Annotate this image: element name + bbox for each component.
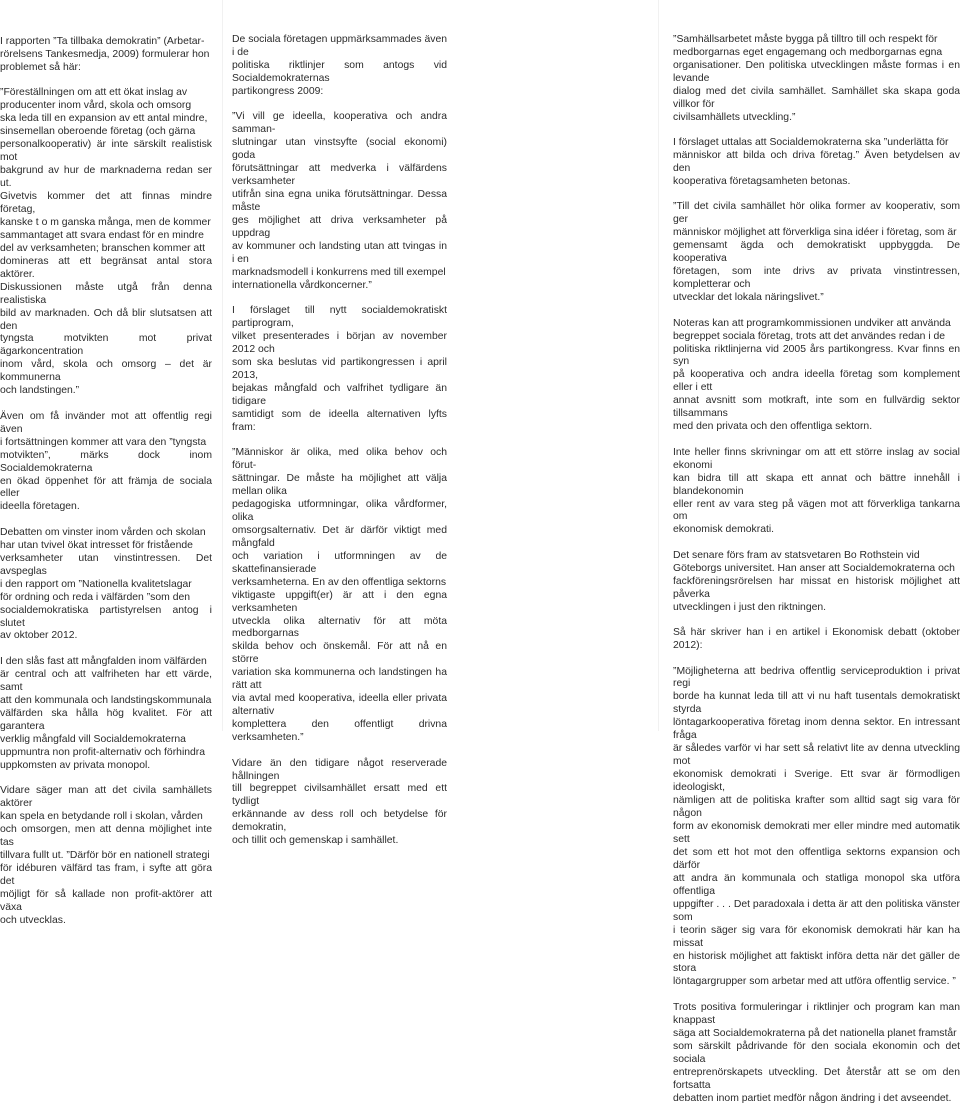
paragraph: I den slås fast att mångfalden inom välfärden är central och att valfriheten har ett värde, samt att den kommunala och landstingskommunala välfärden ska hålla hög kvalitet. För att garantera verklig mångfald vill Socialdemokraterna uppmuntra non profit-alternativ och förhindra uppkomsten av privata monopol. bbox=[0, 655, 212, 771]
paragraph: Trots positiva formuleringar i riktlinjer och program kan man knappast säga att Socialdemokraterna på det nationella planet framstår som särskilt pådrivande för den sociala ekonomin och det sociala entreprenörskapets utveckling. Det återstår att se om den fortsatta debatten inom partiet medför någon ändring i det avseendet. bbox=[673, 1001, 960, 1104]
paragraph: I förslaget till nytt socialdemokratiskt partiprogram, vilket presenterades i början av november 2012 och som ska beslutas vid partikongressen i april 2013, bejakas mångfald och valfrihet tydligare än tidigare samtidigt som de ideella alternativen lyfts fram: bbox=[232, 305, 447, 433]
paragraph: Det senare förs fram av statsvetaren Bo Rothstein vid Göteborgs universitet. Han anser att Socialdemokraterna och fackföreningsrörelsen har missat en historisk möjlighet att påverka utvecklingen i just den riktningen. bbox=[673, 549, 960, 613]
text-column-right bbox=[673, 34, 960, 1105]
quote-paragraph: ”Människor är olika, med olika behov och förut- sättningar. De måste ha möjlighet att välja mellan olika pedagogiska utformningar, olika vårdformer, olika omsorgsalternativ. Det är därför viktigt med mångfald och variation i utformningen av de skattefinansierade verksamheterna. En av den offentliga sektorns viktigaste uppgift(er) är att i den egna verksamheten utveckla olika alternativ för att möta medborgarnas skilda behov och önskemål. För att nå en större variation ska kommunerna och landstingen ha rätt att via avtal med kooperativa, ideella eller privata alternativ komplettera den offentligt drivna verksamheten.” bbox=[232, 447, 447, 744]
text-column-left bbox=[0, 36, 212, 928]
paragraph: Vidare än den tidigare något reserverade hållningen till begreppet civilsamhället ersatt med ett tydligt erkännande av dess roll och betydelse för demokratin, och tillit och gemenskap i samhället. bbox=[232, 757, 447, 847]
paragraph: Även om få invänder mot att offentlig regi även i fortsättningen kommer att vara den ”tyngsta motvikten”, märks dock inom Socialdemokraterna en ökad öppenhet för att främja de sociala eller ideella företagen. bbox=[0, 410, 212, 513]
quote-paragraph: ”Föreställningen om att ett ökat inslag av producenter inom vård, skola och omsorg ska leda till en expansion av ett antal mindre, sinsemellan oberoende företag (och gärna personalkooperativ) är inte särskilt realistisk mot bakgrund av hur de marknaderna redan ser ut. Givetvis kommer det att finnas mindre företag, kanske t o m ganska många, men de kommer sammantaget att svara endast för en mindre del av verksamheten; branschen kommer att domineras att ett begränsat antal stora aktörer. Diskussionen måste utgå från denna realistiska bild av marknaden. Och då blir slutsatsen att den tyngsta motvikten mot privat ägarkoncentration inom vård, skola och omsorg – det är kommunerna och landstingen.” bbox=[0, 87, 212, 397]
paragraph: I rapporten ”Ta tillbaka demokratin” (Arbetar- rörelsens Tankesmedja, 2009) formulerar hon problemet så här: bbox=[0, 36, 210, 73]
paragraph: Debatten om vinster inom vården och skolan har utan tvivel ökat intresset för fristående verksamheter utan vinstintressen. Det avspeglas i den rapport om ”Nationella kvalitetslagar för ordning och reda i välfärden ”som den socialdemokratiska partistyrelsen antog i slutet av oktober 2012. bbox=[0, 526, 212, 642]
page-fold-left bbox=[222, 0, 223, 731]
quote-paragraph: ”Till det civila samhället hör olika former av kooperativ, som ger människor möjlighet att förverkliga sina idéer i företag, som är gemensamt ägda och demokratiskt uppbyggda. De kooperativa företagen, som inte drivs av privata vinstintressen, kompletterar och utvecklar det lokala näringslivet.” bbox=[673, 201, 960, 304]
quote-paragraph: ”Samhällsarbetet måste bygga på tilltro till och respekt för medborgarnas eget engagemang och medborgarnas egna organisationer. Den politiska utvecklingen måste formas i en levande dialog med det civila samhället. Samhället ska skapa goda villkor för civilsamhällets utveckling.” bbox=[673, 34, 960, 123]
paragraph: Vidare säger man att det civila samhällets aktörer kan spela en betydande roll i skolan, vården och omsorgen, men att denna möjlighet inte tas tillvara fullt ut. ”Därför bör en nationell strategi för idéburen välfärd tas fram, i syfte att göra det möjligt för så kallade non profit-aktörer att växa och utvecklas. bbox=[0, 785, 212, 926]
paragraph: Så här skriver han i en artikel i Ekonomisk debatt (oktober 2012): bbox=[673, 627, 960, 652]
paragraph: De sociala företagen uppmärksammades även i de politiska riktlinjer som antogs vid Socialdemokraternas partikongress 2009: bbox=[232, 34, 447, 97]
paragraph: Inte heller finns skrivningar om att ett större inslag av social ekonomi kan bidra till att skapa ett annat och bättre innehåll i blandekonomin eller rent av vara steg på vägen mot att förverkliga tankarna om ekonomisk demokrati. bbox=[673, 446, 960, 536]
page-fold-right bbox=[658, 0, 659, 731]
quote-paragraph: ”Vi vill ge ideella, kooperativa och andra samman- slutningar utan vinstsyfte (social ekonomi) goda förutsättningar att medverka i välfärdens verksamheter utifrån sina egna unika förutsättningar. Dessa måste ges möjlighet att driva verksamheter på uppdrag av kommuner och landsting utan att tvingas in i en marknadsmodell i konkurrens med till exempel internationella vårdkoncerner.” bbox=[232, 111, 447, 291]
paragraph: I förslaget uttalas att Socialdemokraterna ska ”underlätta för människor att bilda och driva företag.” Även betydelsen av den kooperativa företagsamheten betonas. bbox=[673, 137, 960, 188]
paragraph: Noteras kan att programkommissionen undviker att använda begreppet sociala företag, trots att det användes redan i de politiska riktlinjerna vid 2005 års partikongress. Kvar finns en syn på kooperativa och andra ideella företag som komplement eller i ett annat avsnitt som motkraft, inte som en fullvärdig sektor tillsammans med den privata och den offentliga sektorn. bbox=[673, 317, 960, 433]
quote-paragraph: ”Möjligheterna att bedriva offentlig serviceproduktion i privat regi borde ha kunnat leda till att vi nu haft tusentals demokratiskt styrda löntagarkooperativa företag inom denna sektor. En intressant fråga är således varför vi har sett så relativt lite av denna utveckling mot ekonomisk demokrati i Sverige. Ett svar är förmodligen ideologiskt, nämligen att de politiska krafter som alltid sagt sig vara för någon form av ekonomisk demokrati mer eller mindre med automatik sett det som ett hot mot den offentliga sektorns expansion och därför att andra än kommunala och statliga monopol ska utföra offentliga uppgifter . . . Det paradoxala i detta är att den politiska vänster som i teorin säger sig vara för ekonomisk demokrati här kan ha missat en historisk möjlighet att faktiskt införa detta när det gäller de stora löntagargrupper som arbetar med att utföra offentlig service. ” bbox=[673, 665, 960, 988]
text-column-middle bbox=[232, 34, 447, 848]
